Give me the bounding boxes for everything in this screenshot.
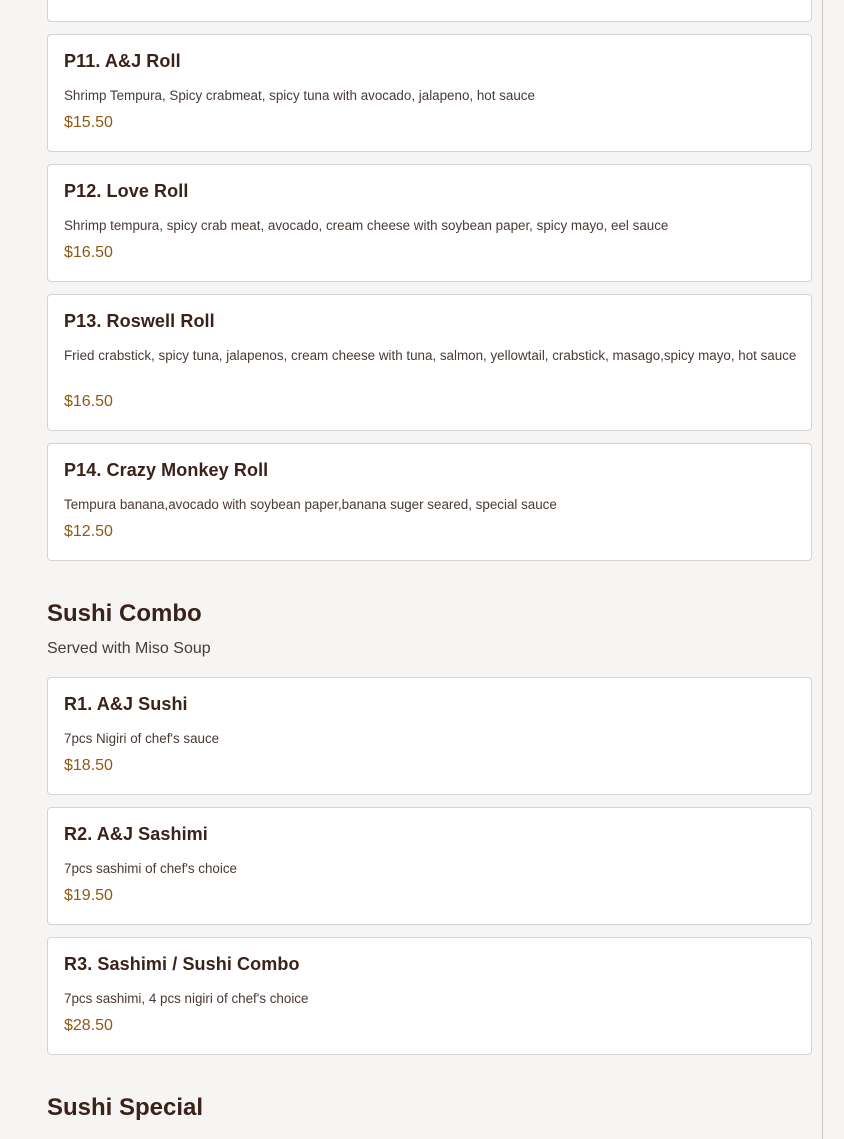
- menu-item-card-partial[interactable]: [47, 0, 812, 22]
- menu-item-price: $19.50: [64, 887, 113, 904]
- menu-item-description: 7pcs sashimi of chef's choice: [64, 861, 237, 876]
- menu-item-card[interactable]: [47, 443, 812, 561]
- menu-item-name: R3. Sashimi / Sushi Combo: [64, 954, 300, 974]
- menu-item-name: P12. Love Roll: [64, 181, 189, 201]
- menu-item-name: P11. A&J Roll: [64, 51, 181, 71]
- section-title: Sushi Combo: [47, 600, 202, 627]
- menu-item-price: $15.50: [64, 114, 113, 131]
- menu-item-name: R1. A&J Sushi: [64, 694, 188, 714]
- menu-item-card[interactable]: [47, 294, 812, 431]
- menu-item-description: 7pcs sashimi, 4 pcs nigiri of chef's choice: [64, 991, 309, 1006]
- menu-item-description: 7pcs Nigiri of chef's sauce: [64, 731, 220, 746]
- section-title: Sushi Special: [47, 1094, 204, 1121]
- menu-item-name: P14. Crazy Monkey Roll: [64, 460, 269, 480]
- menu-item-price: $28.50: [64, 1017, 113, 1034]
- menu-item-name: R2. A&J Sashimi: [64, 824, 208, 844]
- section-subtitle: Served with Miso Soup: [47, 640, 211, 657]
- menu-item-name: P13. Roswell Roll: [64, 311, 215, 331]
- menu-item-card[interactable]: [47, 677, 812, 795]
- menu-item-card[interactable]: [47, 34, 812, 152]
- menu-item-description: Fried crabstick, spicy tuna, jalapenos, cream cheese with tuna, salmon, yellowtail, crabstick, masago,spicy mayo, hot sauce: [64, 348, 797, 363]
- menu-item-card[interactable]: [47, 164, 812, 282]
- menu-item-price: $12.50: [64, 523, 113, 540]
- page-right-divider: [822, 0, 823, 1139]
- menu-item-description: Shrimp Tempura, Spicy crabmeat, spicy tuna with avocado, jalapeno, hot sauce: [64, 88, 535, 103]
- menu-item-price: $16.50: [64, 393, 113, 410]
- menu-item-card[interactable]: [47, 807, 812, 925]
- menu-item-card[interactable]: [47, 937, 812, 1055]
- menu-item-price: $16.50: [64, 244, 113, 261]
- menu-item-description: Shrimp tempura, spicy crab meat, avocado, cream cheese with soybean paper, spicy mayo, eel sauce: [64, 218, 669, 233]
- menu-item-price: $18.50: [64, 757, 113, 774]
- menu-item-description: Tempura banana,avocado with soybean paper,banana suger seared, special sauce: [64, 497, 557, 512]
